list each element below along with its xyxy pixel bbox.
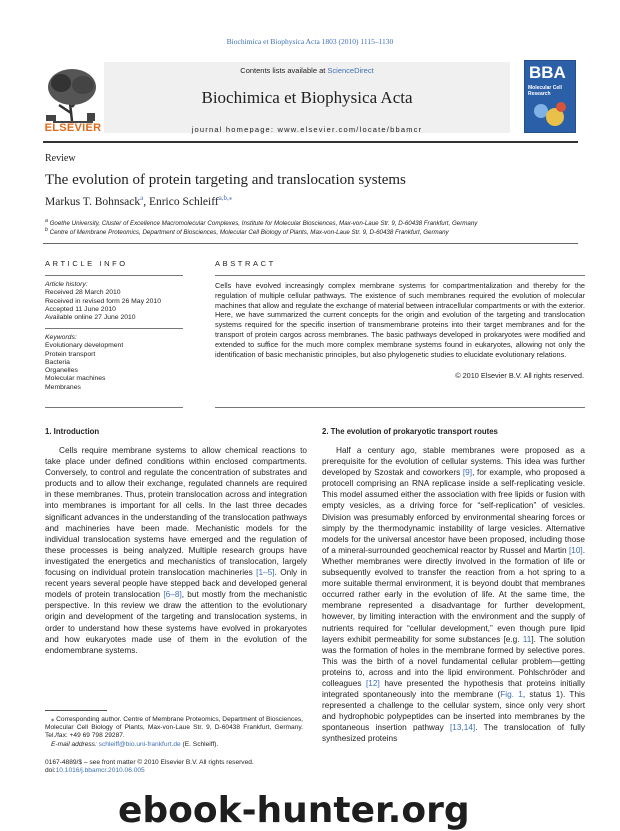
corresponding-author-note: ⁎ Corresponding author. Centre of Membrane Proteomics, Department of Biosciences, Molecular Cell Biology of Plants, Max-von-Laue Str. 9, D-60438 Frankfurt, Germany. Tel./fax: +49 69 798 29287. E-mail address: schleiff@bio.uni-frankfurt.de (E. Schleiff). [45,716,303,748]
copyright-notice: © 2010 Elsevier B.V. All rights reserved. [455,371,584,380]
citation-link[interactable]: [9] [462,468,473,478]
keywords: Keywords: Evolutionary development Protein transport Bacteria Organelles Molecular machines Membranes [45,334,124,391]
section-heading: 1. Introduction [45,427,100,436]
title-rule [43,243,578,244]
citation-link[interactable]: [13,14] [449,723,476,733]
author-marks[interactable]: a [140,194,144,202]
divider [45,328,183,329]
figure-link[interactable]: Fig. 1 [500,690,523,700]
article-info-heading: ARTICLE INFO [45,259,128,268]
author-marks[interactable]: a,b,⁎ [218,194,233,202]
abstract-heading: ABSTRACT [215,259,276,268]
affiliation: $^b$ Centre of Membrane Proteomics, Department of Biosciences, Molecular Cell Biology of Plants, Max-von-Laue Str. 9, D-60438 Frankfurt, Germany [45,227,449,237]
section-body: Cells require membrane systems to allow chemical reactions to take place under defined conditions within enclosed compartments. Conversely, to control and regulate the concentration of substrates and products and to allow their exchange, regulated channels are required in these membranes. Thus, protein translocation across and integration into membranes is important for all cells. In the last three decades significant advances in the understanding of the translocation pathways and machineries have been made. Mechanistic models for the individual translocation systems have emerged and the regulation of these processes is being analyzed. Multiple research groups have investigated the energetics and mechanistics of translocation, largely focusing on individual protein translocation machineries [1–5]. Only in recent years several people have stepped back and developed general models of protein translocation [6–8], but mostly from the mechanistic perspective. In this review we draw the attention to the evolutionary origin and development of the targeting and translocation systems, in order to understand how these systems have evolved in prokaryotes and how eukaryotes made use of them in the evolution of the endomembrane systems. [45,446,307,655]
journal-homepage[interactable]: journal homepage: www.elsevier.com/locate/bbamcr [191,125,423,134]
citation-link[interactable]: [12] [366,678,380,688]
watermark: ebook-hunter.org [118,790,470,831]
sciencedirect-link[interactable]: ScienceDirect [327,66,374,75]
elsevier-wordmark[interactable]: ELSEVIER [44,122,102,134]
cover-title: BBA [529,63,566,82]
footnote-rule [45,710,107,711]
cover-subtitle: Molecular Cell Research [528,85,562,97]
article-history: Article history: Received 28 March 2010 Received in revised form 26 May 2010 Accepted 11 June 2010 Available online 27 June 2010 [45,281,161,322]
citation-link[interactable]: [6–8] [163,590,182,600]
section-heading: 2. The evolution of prokaryotic transport routes [322,427,498,436]
doi-link[interactable]: 10.1016/j.bbamcr.2010.06.005 [55,767,145,775]
journal-citation: Biochimica et Biophysica Acta 1803 (2010) 1115–1130 [226,37,394,46]
divider [215,407,585,408]
citation-link[interactable]: 11 [522,634,532,644]
author-list: Markus T. Bohnsack$^a$, Enrico Schleiff$^{a,b,⁎}$ [45,194,233,208]
divider [45,407,183,408]
header-rule [43,141,578,143]
journal-name: Biochimica et Biophysica Acta [201,88,413,107]
article-type: Review [45,153,76,164]
citation-link[interactable]: [10] [568,545,583,555]
cover-art-icon [531,99,569,129]
citation-link[interactable]: [1–5] [256,568,275,578]
affiliation: $^a$ Goethe University, Cluster of Excellence Macromolecular Complexes, Institute for Molecular Biosciences, Max-von-Laue Str. 9, D-60438 Frankfurt, Germany [45,218,478,228]
article-title: The evolution of protein targeting and translocation systems [45,172,406,188]
email-link[interactable]: schleiff@bio.uni-frankfurt.de [98,740,181,748]
author-name[interactable]: Enrico Schleiff [148,195,219,208]
divider [45,275,183,276]
front-matter-footer: 0167-4889/$ – see front matter © 2010 Elsevier B.V. All rights reserved. doi:10.1016/j.bbamcr.2010.06.005 [45,759,254,775]
abstract-text: Cells have evolved increasingly complex membrane systems for compartmentalization and thereby for the regulation of multiple cellular pathways. The existence of such membranes required the evolution of molecular machines that allow and regulate the exchange of material between intracellular compartments or with the exterior. Here, we have summarized the current concepts for the origin and evolution of the targeting and translocation systems required for the specific insertion of transmembrane proteins into their target membranes and for the transport of protein cargos across membranes. The basic pathways developed in prokaryotes were modified and extended to suffice for the much more complex membrane systems found in eukaryotes, allowing not only the identification of basic mechanistic principles, but also phylogenetic studies to elucidate evolutionary relations. [215,281,585,359]
journal-cover[interactable] [524,60,576,133]
divider [215,275,585,276]
contents-line: Contents lists available at ScienceDirect [240,66,374,75]
section-body: Half a century ago, stable membranes were proposed as a prerequisite for the evolution of cellular systems. This idea was further developed by Szostak and coworkers [9], for example, who proposed a protocell comprising an RNA replicase inside a self-replicating vesicle. This model assumed either the association with free lipids or fusion with empty vesicles, as a driving force for “self-replication” of vesicles. Division was presumably enforced by environmental shearing forces or simply by the thermodynamic instability of large vesicles. Alternative models for the universal ancestor have been proposed, including those of a mineral-surrounded geochemical reactor by Russel and Martin [10]. Whether membranes were directly involved in the formation of life or subsequently evolved to transfer the reaction from a hot spring to a more suitable thermal environment, it is beyond doubt that membranes occurred rather early in the evolution of life. At the same time, the membrane represented a disadvantage for further development, however, by limiting interaction with the environment and the supply of nutrients required for “cellular development,” even though pure lipid layers exhibit permeability for some substances [e.g. 11]. The solution was the formation of holes in the membrane formed by selective pores. This was the birth of a novel fundamental cellular problem—getting proteins to, across and into the lipid environment. Pohlschröder and colleagues [12] have presented the hypothesis that proteins initially integrated spontaneously into the membrane (Fig. 1, status 1). This represented a challenge to the cellular system, since only very short and hydrophobic polypeptides can be inserted into membranes by the spontaneous insertion pathway [13,14]. The translocation of fully synthesized proteins [322,446,586,744]
author-name[interactable]: Markus T. Bohnsack [45,195,141,208]
